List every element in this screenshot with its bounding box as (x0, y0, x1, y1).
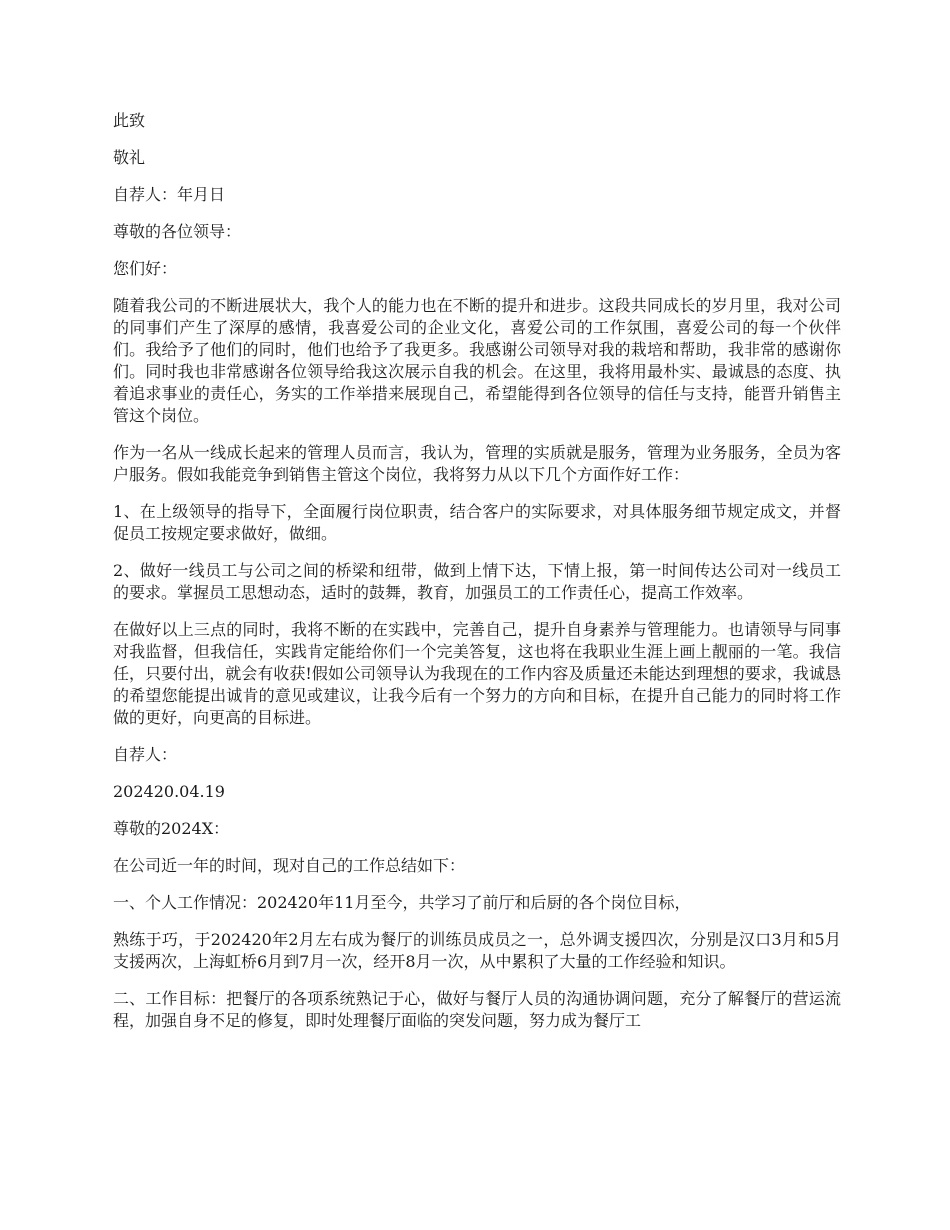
body-paragraph: 在做好以上三点的同时，我将不断的在实践中，完善自己，提升自身素养与管理能力。也请领导与同事对我监督，但我信任，实践肯定能给你们一个完美答复，这也将在我职业生涯上画上靓丽的一笔。我信任，只要付出，就会有收获!假如公司领导认为我现在的工作内容及质量还未能达到理想的要求，我诚恳的希望您能提出诚肯的意见或建议，让我今后有一个努力的方向和目标，在提升自己能力的同时将工作做的更好，向更高的目标进。 (113, 620, 841, 727)
section-two-body: 二、工作目标：把餐厅的各项系统熟记于心，做好与餐厅人员的沟通协调问题，充分了解餐厅的营运流程，加强自身不足的修复，即时处理餐厅面临的突发问题，努力成为餐厅工 (113, 989, 841, 1030)
greeting-second-letter: 尊敬的2024X： (113, 819, 230, 838)
summary-intro: 在公司近一年的时间，现对自己的工作总结如下： (113, 856, 466, 875)
greeting-leaders: 尊敬的各位领导： (113, 222, 242, 241)
signature-label: 自荐人： (113, 745, 178, 764)
greeting-hello: 您们好： (113, 259, 178, 278)
date-line: 202420.04.19 (113, 782, 225, 801)
body-paragraph: 作为一名从一线成长起来的管理人员而言，我认为，管理的实质就是服务，管理为业务服务，全员为客户服务。假如我能竞争到销售主管这个岗位，我将努力从以下几个方面作好工作： (113, 443, 841, 484)
body-paragraph: 随着我公司的不断进展状大，我个人的能力也在不断的提升和进步。这段共同成长的岁月里，我对公司的同事们产生了深厚的感情，我喜爱公司的企业文化，喜爱公司的工作氛围，喜爱公司的每一个伙伴们。我给予了他们的同时，他们也给予了我更多。我感谢公司领导对我的栽培和帮助，我非常的感谢你们。同时我也非常感谢各位领导给我这次展示自我的机会。在这里，我将用最朴实、最诚恳的态度、执着追求事业的责任心，务实的工作举措来展现自己，希望能得到各位领导的信任与支持，能晋升销售主管这个岗位。 (113, 296, 841, 425)
section-one-body: 熟练于巧，于202420年2月左右成为餐厅的训练员成员之一，总外调支援四次，分别是汉口3月和5月支援两次，上海虹桥6月到7月一次，经开8月一次，从中累积了大量的工作经验和知识。 (113, 930, 841, 971)
salutation-closing: 敬礼 (113, 148, 146, 167)
closing-line: 此致 (113, 111, 146, 130)
document-page (113, 110, 841, 1047)
signature-line: 自荐人：年月日 (113, 185, 226, 204)
list-item-1: 1、在上级领导的指导下，全面履行岗位职责，结合客户的实际要求，对具体服务细节规定成文，并督促员工按规定要求做好，做细。 (113, 502, 841, 543)
list-item-2: 2、做好一线员工与公司之间的桥梁和纽带，做到上情下达，下情上报，第一时间传达公司对一线员工的要求。掌握员工思想动态，适时的鼓舞，教育，加强员工的工作责任心，提高工作效率。 (113, 561, 841, 602)
section-one-heading: 一、个人工作情况：202420年11月至今，共学习了前厅和后厨的各个岗位目标， (113, 893, 691, 912)
